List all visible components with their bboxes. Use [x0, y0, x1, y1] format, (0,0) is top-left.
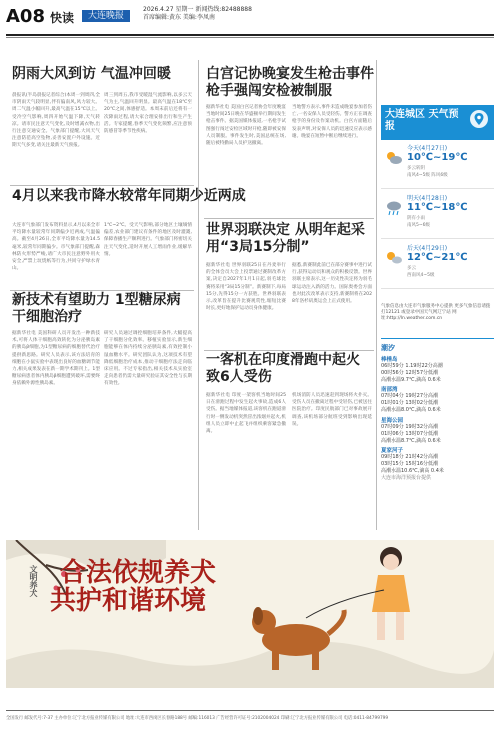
header-info-date: 2026.4.27 星期一 新闻热线:82488888 — [143, 6, 252, 13]
weather-wind: 西南风4~5级 — [407, 273, 435, 278]
ad-slogan-line1: 合法依规养犬 — [60, 558, 217, 588]
headline-diabetes: 新技术有望助力 1型糖尿病干细胞治疗 — [12, 292, 181, 325]
article-text: 周三到周五,我市受暖湿气流影响,以多云天气为主,气温回升明显。最高气温在18℃至20℃之间,体感舒适。本周末前后还将有一次降雨过程,请大家合理安排出行和生产生活。专家提醒,春季天气变化频繁,应注意预防感冒等季节性疾病。 — [104, 93, 192, 135]
weather-day-card — [381, 240, 494, 289]
weather-source-note: 气象信息由大连市气象服务中心提供 更多气象信息请拨打12121 或登录中国天气网辽宁站 网址:http://ln.weather.com.cn — [381, 304, 491, 321]
divider — [10, 290, 194, 291]
map-pin-icon — [470, 110, 488, 128]
article-text: 据新华社电 印度一架客机当地时间25日在滑跑过程中发生起火事故,造成6人受伤。据当地媒体报道,该客机在跑道滑行时一侧发动机突然冒出浓烟并起火,机组人员立即中止起飞并组织乘客紧急撤离。 — [206, 393, 286, 435]
weather-date: 今天(4月27日) — [407, 145, 448, 152]
divider — [10, 185, 194, 186]
weather-title: 大连城区 天气预报 — [385, 109, 459, 132]
article-text: 据新华社电 美国白宫记者协会年度晚宴当地时间25日晚在华盛顿举行期间发生枪击事件。据美国媒体报道,一名枪手试图强行闯过安检区域时开枪,随即被安保人员制服。事件发生时,美国总统在场,随后被特勤局人员护送撤离。 — [206, 105, 286, 147]
article-text: 据悉,新赛制此前已在部分赛事中进行试行,获得运动员和观众的积极反馈。世界羽联主席表示,这一历史性决定将为羽毛球运动注入新的活力。国际奥委会方面也对此次改革表示支持,新赛制将在2028年洛杉矶奥运会上正式使用。 — [292, 263, 372, 305]
weather-day-card — [381, 190, 494, 239]
tide-line: 06时59分 1.19时22分高潮 — [381, 363, 443, 369]
tide-station — [381, 446, 494, 475]
tide-station — [381, 416, 494, 445]
header-rule — [6, 34, 494, 36]
weather-temp: 12℃~21℃ — [407, 252, 468, 263]
divider — [204, 218, 374, 219]
ad-side-text: 文明养犬 — [29, 565, 38, 597]
tide-line: 01时06分 13时07分低潮 — [381, 430, 439, 437]
header-info-editors: 首席编辑:黄东 美编:李凤南 — [143, 14, 215, 21]
weather-wind: 南风4~5级 阵风6级 — [407, 173, 448, 178]
tide-station-name: 夏家河子 — [381, 447, 404, 454]
tide-line: 01时01分 13时02分低潮 — [381, 400, 439, 407]
header-info — [143, 6, 252, 22]
divider — [381, 338, 494, 339]
article-text: 大连市气象部门发布资料显示,4月以来全市平均降水量较常年同期偏少近两成,气温偏高。截至4月26日,全市平均降水量为14.5毫米,较常年同期偏少。市气象部门提醒,森林防火形势严峻,请广大市民注意野外用火安全,严禁上坟烧纸等行为,共同守护绿水青山。 — [12, 223, 100, 272]
tide-line: 高潮水温8.0℃,滴高 0.6米 — [381, 407, 441, 414]
tide-line: 00时56分 12时57分低潮 — [381, 370, 439, 377]
paper-logo: 大连晚报 — [82, 10, 130, 22]
tide-station — [381, 355, 494, 384]
rain-icon — [385, 200, 403, 220]
page-number: A08 — [6, 6, 45, 27]
partly-cloudy-icon — [385, 250, 403, 269]
weather-desc: 多云转阴 — [407, 166, 425, 171]
ad-slogan — [50, 558, 217, 616]
weather-desc: 阴有小雨 — [407, 216, 425, 221]
cloudy-icon — [385, 150, 403, 169]
divider — [204, 350, 374, 351]
footer-rule — [6, 710, 494, 711]
article-text: 研究人员通过调控细胞培养条件,大幅提高了干细胞分化效率。移植实验显示,新生细胞能够在体内持续分泌胰岛素,有效控制小鼠血糖水平。研究团队认为,这项技术有望降低细胞治疗成本,推动干细胞疗法走向临床应用。不过专家指出,相关技术从实验室走向患者仍需大量研究验证其安全性与长期有效性。 — [104, 331, 192, 387]
tide-line: 07时09分 19时32分高潮 — [381, 423, 439, 430]
tide-line: 03时15分 15时16分低潮 — [381, 460, 439, 467]
weather-wind: 南风5~6级 — [407, 223, 430, 228]
section-name: 快读 — [50, 11, 75, 25]
headline-badminton: 世界羽联决定 从明年起采用“3局15分制” — [206, 222, 365, 255]
tide-line: 09时18分 21时42分高潮 — [381, 453, 439, 460]
article-text: 当地警方表示,事件未造成晚宴参加者伤亡,一名安保人员受轻伤。警方正在调查枪手的身份及作案动机。白宫方面随后发表声明,对安保人员的迅速反应表示感谢。晚宴在短暂中断后继续进行。 — [292, 105, 372, 139]
article-text: 据新华社电 美国科研人员开发出一种新技术,可将人体干细胞高效转化为分泌胰岛素的胰岛β细胞,为1型糖尿病的细胞替代治疗提供新思路。研究人员表示,该方法培育的细胞在小鼠实验中表现出良好的血糖调节能力,相关成果发表在新一期学术期刊上。1型糖尿病患者体内胰岛β细胞遭到破坏,需要终身依赖外源性胰岛素。 — [12, 331, 100, 387]
column-divider-right — [376, 60, 377, 530]
headline-whitehouse: 白宫记协晚宴发生枪击事件 枪手强闯安检被制服 — [206, 66, 374, 99]
tide-table — [381, 355, 494, 482]
article-text: 据新华社电 世界羽联25日在丹麦举行的全体会员大会上投票通过赛制改革方案,决定自2027年1月1日起,羽毛球比赛将采用“3局15分制”。新赛制下,每局15分,先得15分一方获胜。世界羽联表示,改革旨在提升比赛观赏性,缩短比赛时长,更好地保护运动员身体健康。 — [206, 263, 286, 312]
weather-desc: 多云 — [407, 266, 416, 271]
weather-temp: 10℃~19℃ — [407, 152, 468, 163]
tide-title: 潮汐 — [381, 344, 395, 352]
weather-day-card — [381, 140, 494, 189]
tide-line: 高潮水温10.6℃,滴高 0.4米 — [381, 468, 444, 475]
footer-info: 全国发行 邮发代号:7-37 主办单位:辽宁北方报业传媒有限公司 地址:大连市西岗区长春路188号 邮编:116013 广告经营许可证号:2102004024 印刷:辽宁北方报业传媒有限公司 电话:0411-84799799 — [6, 716, 389, 721]
article-text: 机场消防人员迅速赶到现场将火扑灭。受伤人员在撤离过程中受轻伤,已被送往医院治疗。印度民航部门已对事故展开调查,该机场部分航班受到影响出现延误。 — [292, 393, 372, 427]
article-text: 1℃~2℃。受天气影响,部分地区土壤墒情偏差,农业部门建议有条件的地区及时灌溉,保障春播生产顺利进行。气象部门将密切关注天气变化,适时开展人工增雨作业,缓解旱情。 — [104, 223, 192, 257]
tide-station-name: 星海公园 — [381, 417, 404, 424]
weather-temp: 11℃~18℃ — [407, 202, 468, 213]
tide-line: 07时04分 19时27分高潮 — [381, 393, 439, 400]
tide-station-name: 南部湾 — [381, 387, 398, 394]
weather-date: 明天(4月28日) — [407, 195, 448, 202]
weather-date: 后天(4月29日) — [407, 245, 448, 252]
tide-line: 高潮水温8.7℃,滴高 0.6米 — [381, 437, 441, 444]
tide-line: 高潮水温9.7℃,滴高 0.6米 — [381, 377, 441, 384]
ad-slogan-line2: 共护和谐环境 — [50, 586, 207, 616]
headline-precipitation: 4月以来我市降水较常年同期少近两成 — [12, 188, 246, 204]
tide-station — [381, 385, 494, 414]
headline-aircraft-fire: 一客机在印度滑跑中起火 致6人受伤 — [206, 352, 360, 385]
tide-source-note: 大连市海洋预报台提供 — [381, 475, 432, 482]
headline-weather-wind: 阴雨大风到访 气温冲回暖 — [12, 66, 171, 82]
column-divider — [198, 60, 199, 530]
header-rule-thin — [6, 37, 494, 38]
tide-station-name: 棒棰岛 — [381, 357, 398, 363]
article-text: 晨报讯(半岛晨报记者综合)本周一到周四,全市阴雨天气较明显,伴有偏南风,风力较大。周二气温小幅回升,最高气温在15℃以上。受冷空气影响,周四开始气温下降,天气转凉。请市民注意天气变化,及时增减衣物,出行注意交通安全。气象部门提醒,大风天气注意防范高空坠物,妥善安置户外设施。近期天气多变,请关注最新天气预报。 — [12, 93, 100, 149]
